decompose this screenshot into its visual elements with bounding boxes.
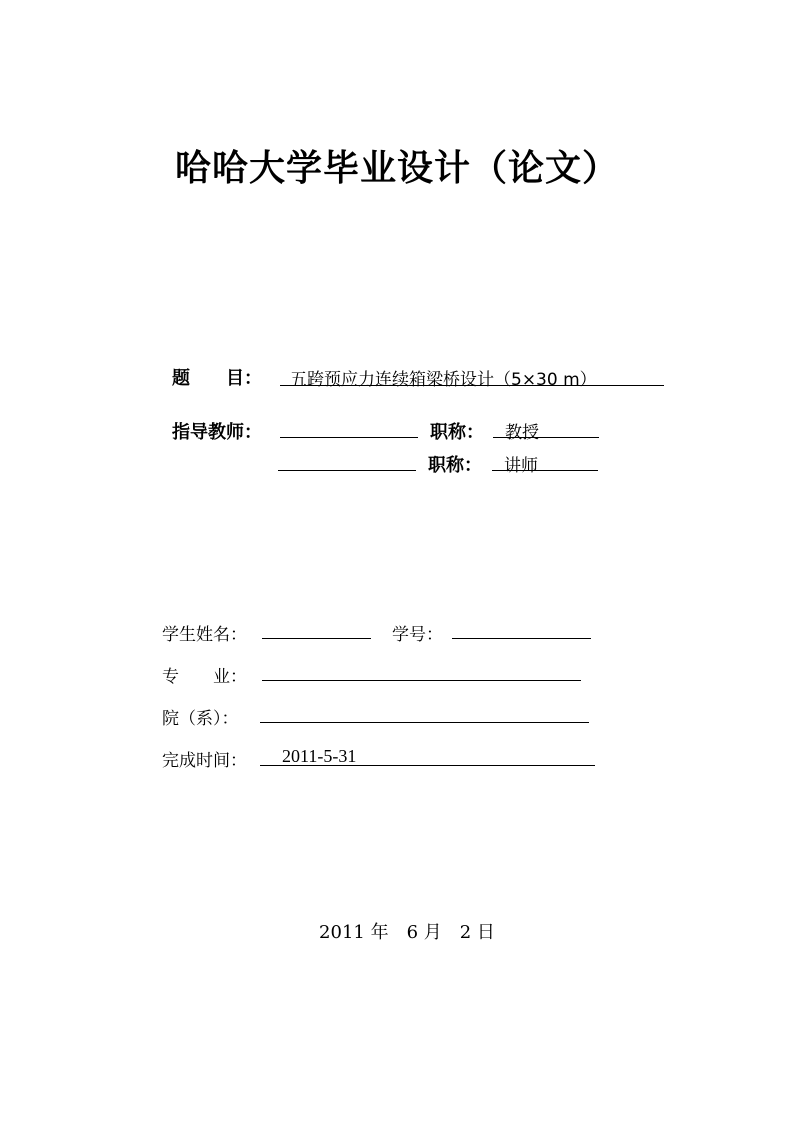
major-underline	[262, 680, 581, 681]
student-id-underline	[452, 638, 591, 639]
student-name-underline	[262, 638, 371, 639]
department-underline	[260, 722, 589, 723]
title1-value: 教授	[505, 423, 539, 443]
topic-label: 题 目：	[172, 368, 262, 389]
completion-label: 完成时间：	[162, 751, 247, 771]
completion-value: 2011-5-31	[282, 746, 357, 766]
topic-value: 五跨预应力连续箱梁桥设计（5×30 m）	[290, 370, 597, 390]
title1-label: 职称：	[430, 422, 484, 443]
advisor1-underline	[280, 437, 418, 438]
student-name-label: 学生姓名：	[162, 625, 247, 645]
advisor-label: 指导教师：	[172, 422, 262, 443]
document-title: 哈哈大学毕业设计（论文）	[174, 147, 619, 189]
major-label: 专 业：	[162, 667, 247, 687]
title2-value: 讲师	[504, 456, 538, 476]
department-label: 院（系）：	[162, 709, 239, 729]
student-id-label: 学号：	[392, 625, 443, 645]
title2-label: 职称：	[428, 455, 482, 476]
advisor2-underline	[278, 470, 416, 471]
document-date: 2011 年 6 月 2 日	[319, 922, 495, 943]
